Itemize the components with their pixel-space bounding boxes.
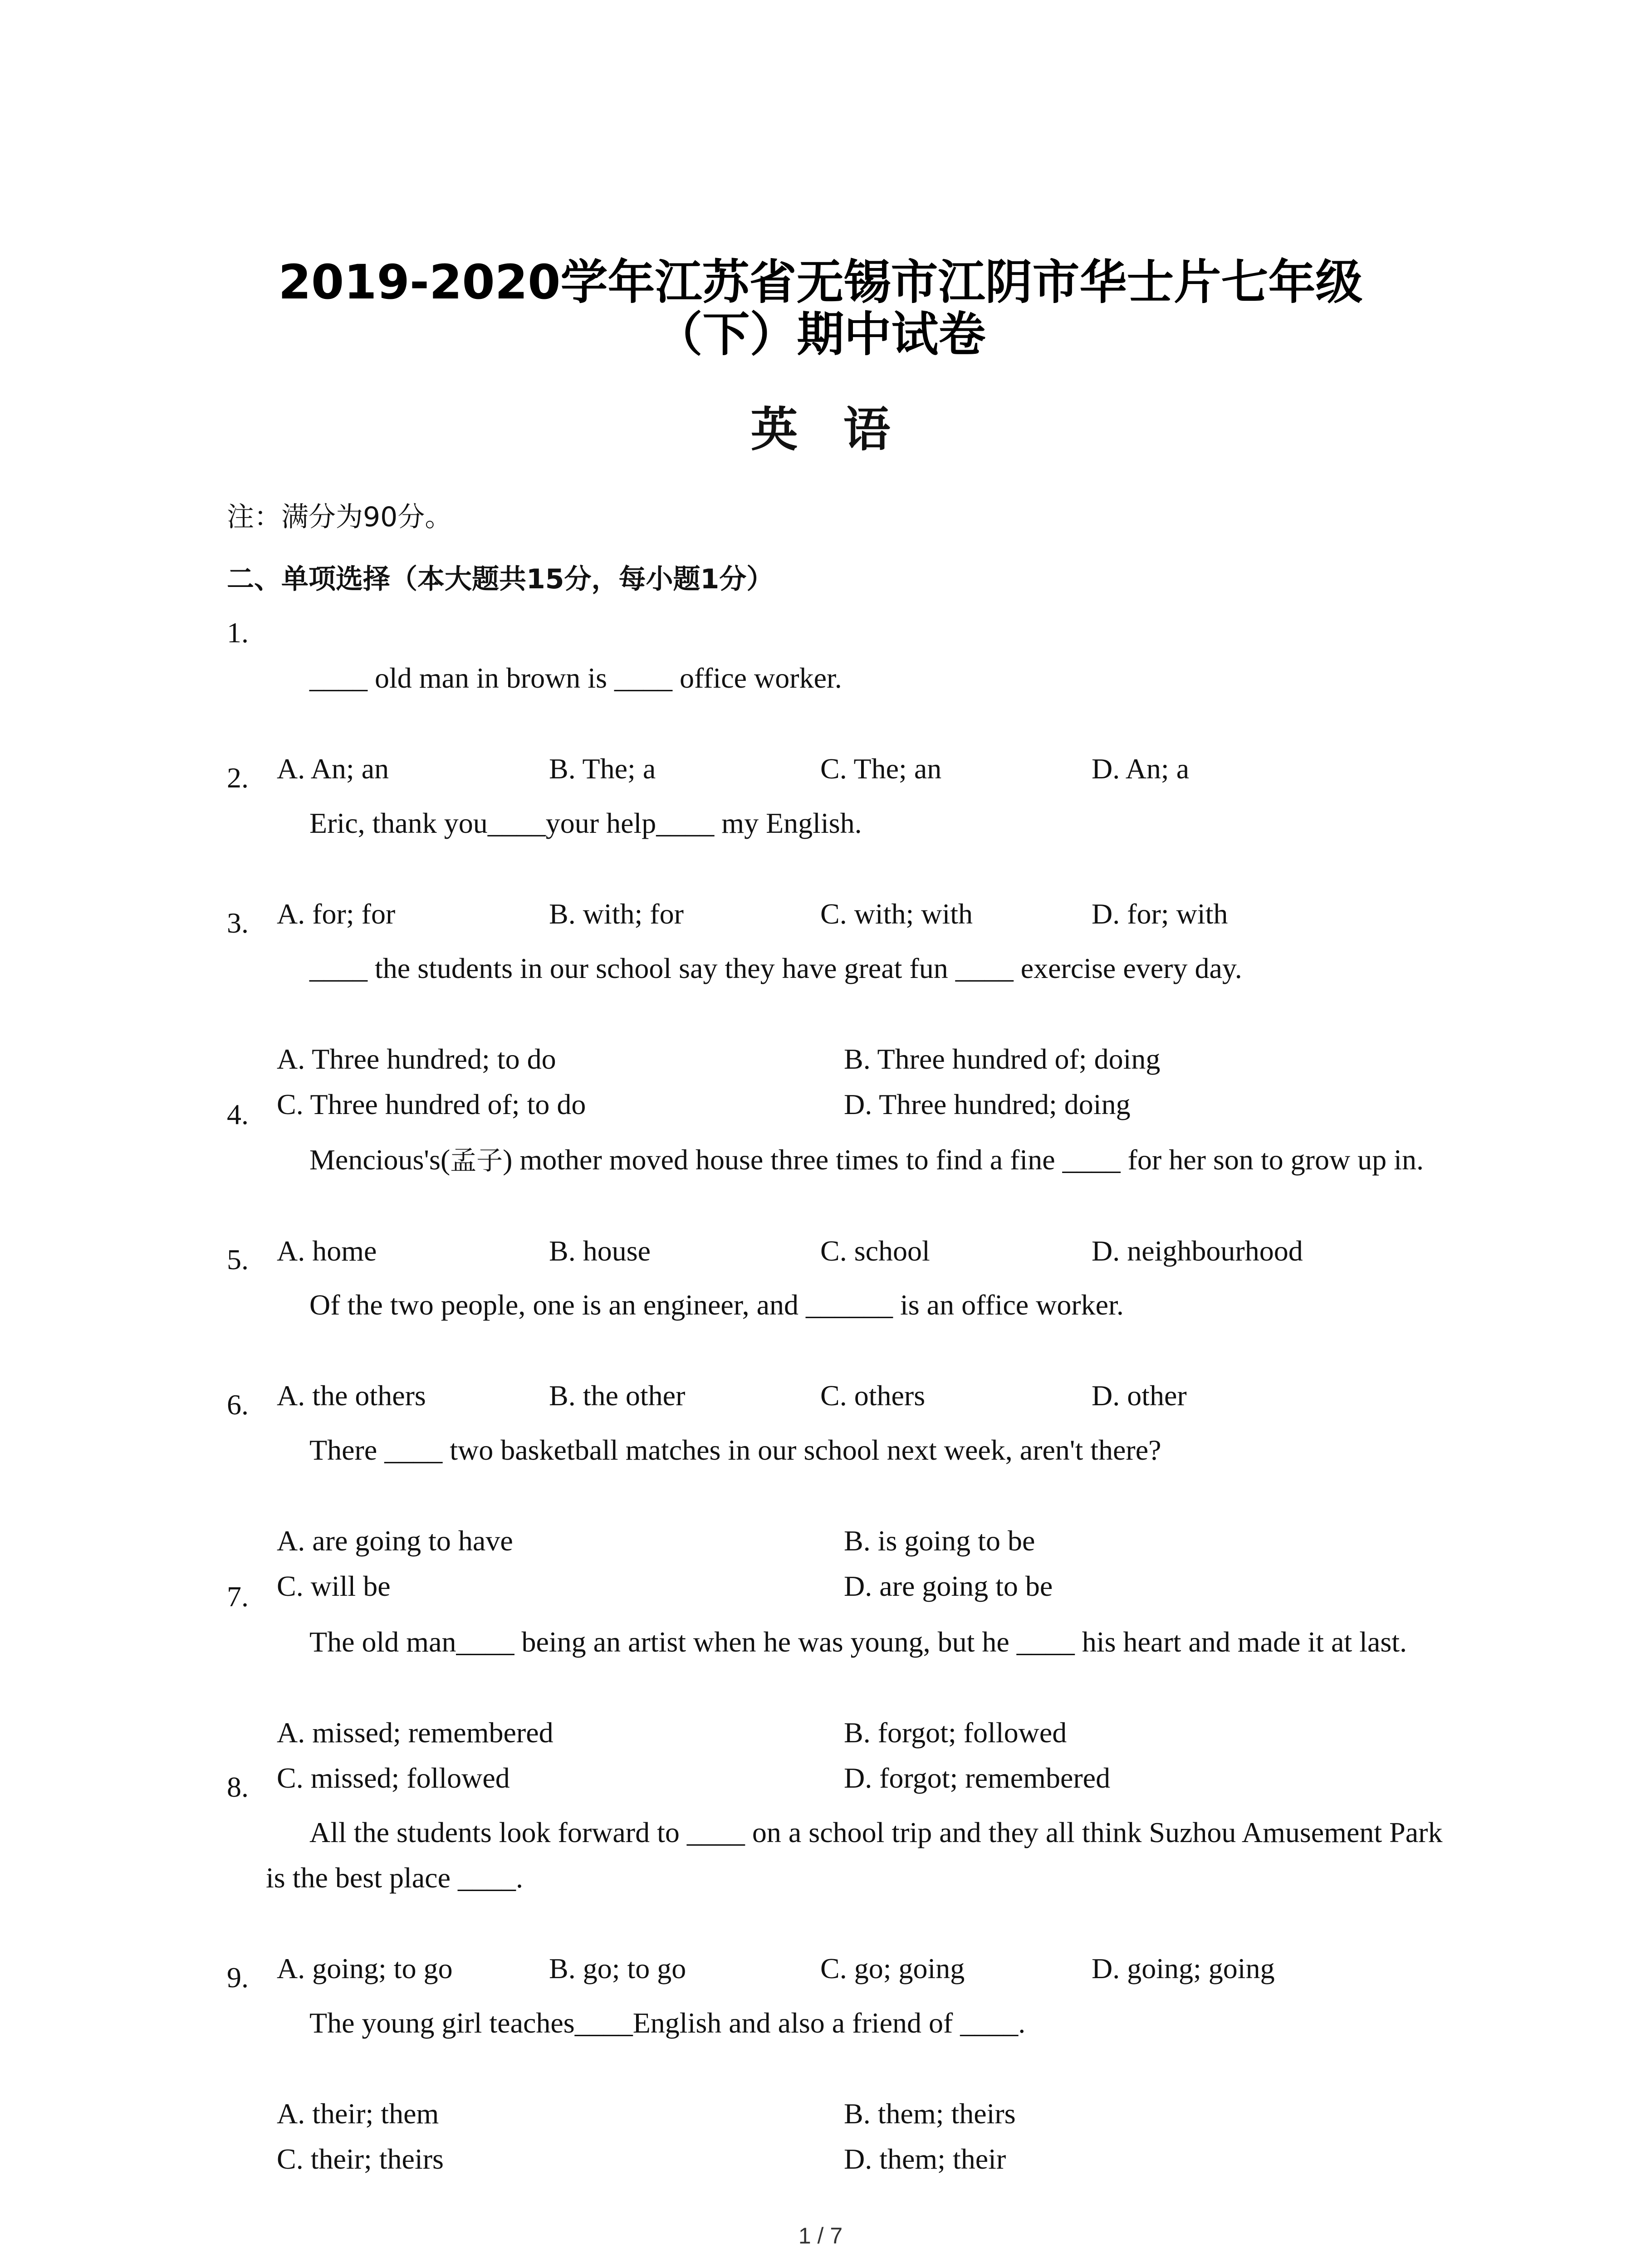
question-text-before: Mencious's( — [309, 1144, 451, 1176]
option-c: C. others — [820, 1379, 926, 1412]
question-text: The old man____ being an artist when he was young, but he ____ his heart and made it at last. — [309, 1626, 1407, 1658]
question-stem — [227, 1092, 1520, 1228]
subject-heading: 英语 — [750, 402, 936, 457]
option-d: D. for; with — [1092, 898, 1228, 930]
question-text: ____ the students in our school say they have great fun ____ exercise every day. — [309, 952, 1242, 984]
option-c: C. with; with — [820, 898, 973, 930]
option-b: B. the other — [549, 1379, 686, 1412]
option-b: B. with; for — [549, 898, 684, 930]
option-b: B. is going to be — [844, 1525, 1035, 1557]
option-d: D. are going to be — [844, 1570, 1053, 1602]
option-a: A. their; them — [277, 2097, 439, 2130]
option-d: D. them; their — [844, 2143, 1006, 2175]
option-d: D. forgot; remembered — [844, 1762, 1111, 1794]
options-row — [277, 2091, 1497, 2136]
question-stem — [227, 900, 1497, 1036]
question-number: 6. — [227, 1388, 249, 1421]
option-b: B. house — [549, 1235, 651, 1267]
question-number: 7. — [227, 1580, 249, 1613]
question-stem — [227, 610, 1497, 746]
option-a: A. An; an — [277, 753, 389, 785]
option-d: D. going; going — [1092, 1952, 1275, 1984]
exam-title-line1: 2019-2020学年江苏省无锡市江阴市华士片七年级 — [278, 254, 1363, 310]
question-text: The young girl teaches____English and also a friend of ____. — [309, 2007, 1026, 2039]
options-row — [277, 1036, 1497, 1082]
option-c: C. go; going — [820, 1952, 965, 1984]
option-b: B. Three hundred of; doing — [844, 1043, 1161, 1075]
question-text: There ____ two basketball matches in our school next week, aren't there? — [309, 1434, 1161, 1466]
question-stem — [227, 1382, 1497, 1518]
option-c: C. school — [820, 1235, 930, 1267]
section-title: 二、单项选择（本大题共15分，每小题1分） — [227, 563, 774, 595]
question-number: 4. — [227, 1098, 249, 1130]
question-text-after: ) mother moved house three times to find a fine ____ for her son to grow up in. — [503, 1144, 1424, 1176]
page-indicator: 1 / 7 — [798, 2223, 843, 2248]
question-number: 1. — [227, 616, 249, 649]
question-number: 5. — [227, 1243, 249, 1276]
option-b: B. The; a — [549, 753, 656, 785]
option-c: C. their; theirs — [277, 2143, 444, 2175]
exam-title-line2: （下）期中试卷 — [655, 307, 986, 362]
option-b: B. go; to go — [549, 1952, 686, 1984]
question-stem — [227, 755, 1497, 891]
question-number: 8. — [227, 1771, 249, 1803]
question-stem — [227, 1765, 1452, 1946]
option-a: A. missed; remembered — [277, 1716, 554, 1749]
option-d: D. other — [1092, 1379, 1187, 1412]
options-row — [277, 1518, 1497, 1564]
question-text-chinese: 孟子 — [450, 1145, 503, 1176]
option-c: C. Three hundred of; to do — [277, 1088, 586, 1120]
option-b: B. them; theirs — [844, 2097, 1016, 2130]
question-text: Of the two people, one is an engineer, and ______ is an office worker. — [309, 1289, 1124, 1321]
option-a: A. Three hundred; to do — [277, 1043, 556, 1075]
question-number: 3. — [227, 907, 249, 939]
options-row — [277, 2136, 1497, 2182]
option-c: C. missed; followed — [277, 1762, 510, 1794]
question-text: Eric, thank you____your help____ my English. — [309, 807, 862, 839]
option-a: A. the others — [277, 1379, 426, 1412]
score-note: 注：满分为90分。 — [227, 501, 452, 533]
option-c: C. will be — [277, 1570, 391, 1602]
question-text: ____ old man in brown is ____ office worker. — [309, 662, 842, 694]
question-number: 9. — [227, 1961, 249, 1994]
options-row — [277, 1710, 1520, 1755]
question-stem — [227, 1955, 1497, 2091]
question-9 — [227, 1955, 1497, 2182]
question-stem — [227, 1237, 1497, 1373]
question-stem — [227, 1574, 1520, 1710]
question-text: All the students look forward to ____ on a school trip and they all think Suzhou Amusement Park is the best place ____. — [266, 1816, 1450, 1894]
option-a: A. are going to have — [277, 1525, 513, 1557]
option-d: D. neighbourhood — [1092, 1235, 1303, 1267]
option-b: B. forgot; followed — [844, 1716, 1067, 1749]
option-a: A. home — [277, 1235, 377, 1267]
option-a: A. for; for — [277, 898, 396, 930]
option-d: D. An; a — [1092, 753, 1190, 785]
option-c: C. The; an — [820, 753, 942, 785]
option-a: A. going; to go — [277, 1952, 453, 1984]
option-d: D. Three hundred; doing — [844, 1088, 1131, 1120]
question-number: 2. — [227, 762, 249, 794]
